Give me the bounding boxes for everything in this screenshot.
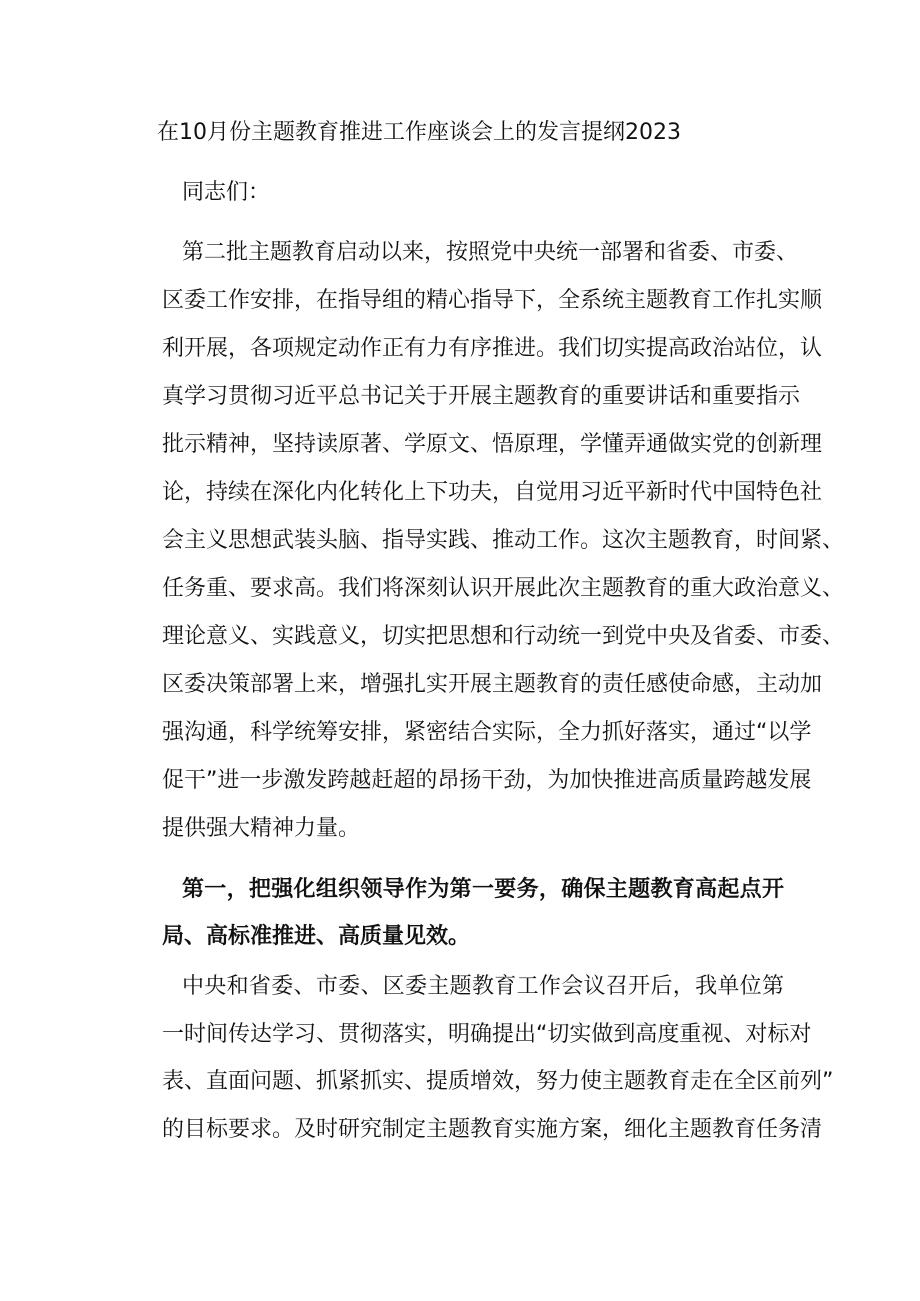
text-line: 理论意义、实践意义，切实把思想和行动统一到党中央及省委、市委、 (162, 624, 845, 649)
heading-line: 局、高标准推进、高质量见效。 (162, 924, 471, 949)
text-line: 真学习贯彻习近平总书记关于开展主题教育的重要讲话和重要指示 (162, 384, 801, 409)
text-line: 利开展，各项规定动作正有力有序推进。我们切实提高政治站位，认 (162, 336, 823, 361)
text-line: 区委决策部署上来，增强扎实开展主题教育的责任感使命感，主动加 (162, 672, 823, 697)
text-line: 表、直面问题、抓紧抓实、提质增效，努力使主题教育走在全区前列” (162, 1069, 834, 1094)
text-line: 会主义思想武装头脑、指导实践、推动工作。这次主题教育，时间紧、 (162, 528, 845, 553)
text-line: 批示精神，坚持读原著、学原文、悟原理，学懂弄通做实党的创新理 (162, 432, 823, 457)
text-line: 中央和省委、市委、区委主题教育工作会议召开后，我单位第 (182, 974, 784, 999)
text-line: 任务重、要求高。我们将深刻认识开展此次主题教育的重大政治意义、 (162, 576, 845, 601)
salutation: 同志们： (182, 180, 271, 205)
text-line: 的目标要求。及时研究制定主题教育实施方案，细化主题教育任务清 (162, 1117, 823, 1142)
text-line: 促干”进一步激发跨越赶超的昂扬干劲，为加快推进高质量跨越发展 (162, 768, 812, 793)
text-line: 一时间传达学习、贯彻落实，明确提出“切实做到高度重视、对标对 (162, 1022, 812, 1047)
text-line: 强沟通，科学统筹安排，紧密结合实际，全力抓好落实，通过“以学 (162, 720, 812, 745)
text-line: 第二批主题教育启动以来，按照党中央统一部署和省委、市委、 (182, 240, 799, 265)
text-line: 提供强大精神力量。 (162, 816, 361, 841)
text-line: 论，持续在深化内化转化上下功夫，自觉用习近平新时代中国特色社 (162, 480, 823, 505)
text-line: 区委工作安排，在指导组的精心指导下，全系统主题教育工作扎实顺 (162, 288, 823, 313)
heading-line: 第一，把强化组织领导作为第一要务，确保主题教育高起点开 (182, 877, 784, 902)
document-title: 在10月份主题教育推进工作座谈会上的发言提纲2023 (157, 120, 681, 145)
